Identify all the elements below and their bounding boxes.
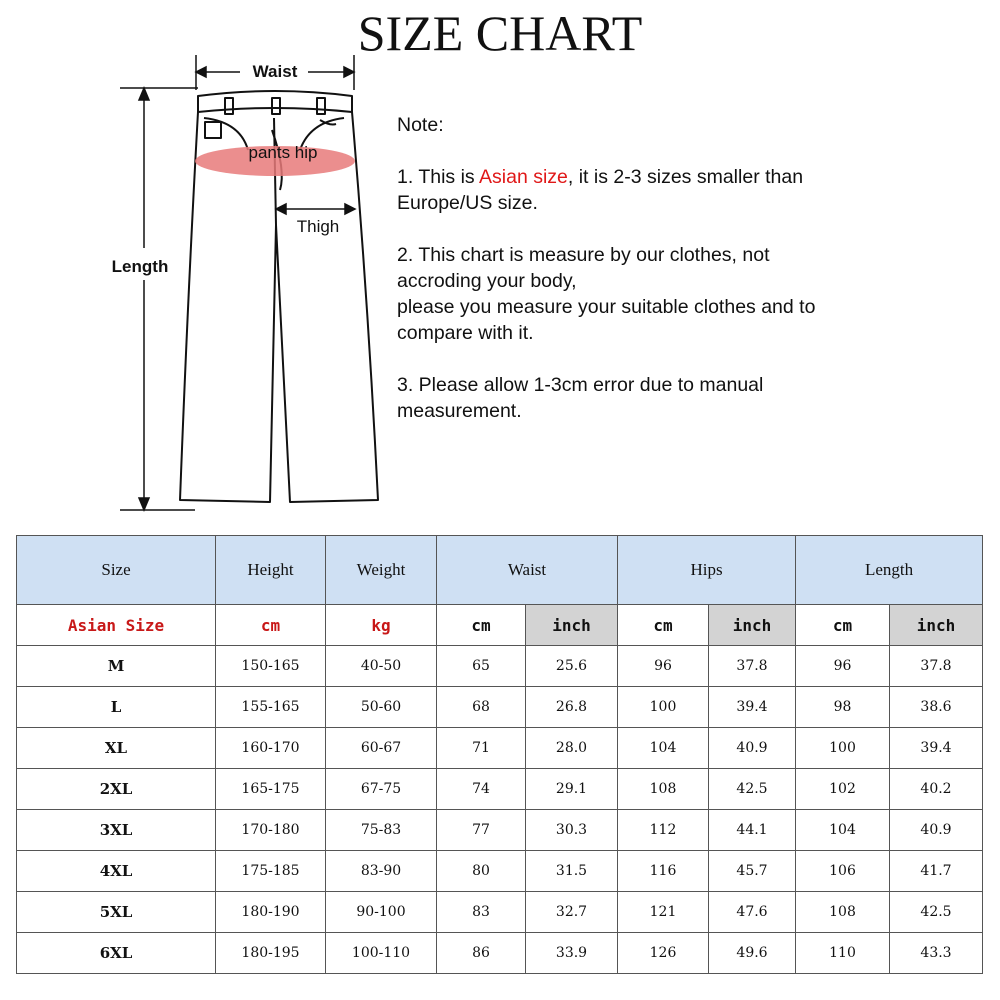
note-2-line2: accroding your body, (397, 270, 577, 292)
note-1 (397, 164, 957, 190)
waist-label: Waist (252, 62, 298, 81)
length-label: Length (111, 257, 169, 276)
cell-waist-cm: 74 (437, 769, 526, 810)
table-row (17, 810, 983, 851)
cell-hips-cm: 96 (618, 646, 709, 687)
cell-length-inch: 40.2 (890, 769, 983, 810)
note-2-line4: compare with it. (397, 322, 534, 344)
cell-height: 170-180 (216, 810, 326, 851)
cell-waist-inch: 29.1 (526, 769, 618, 810)
cell-length-cm: 106 (796, 851, 890, 892)
cell-hips-cm: 112 (618, 810, 709, 851)
cell-waist-cm: 65 (437, 646, 526, 687)
cell-height: 175-185 (216, 851, 326, 892)
cell-length-inch: 39.4 (890, 728, 983, 769)
cell-height: 180-195 (216, 933, 326, 974)
unit-height: cm (216, 605, 326, 646)
cell-waist-inch: 33.9 (526, 933, 618, 974)
cell-size: 6XL (17, 933, 216, 974)
cell-waist-inch: 25.6 (526, 646, 618, 687)
cell-height: 155-165 (216, 687, 326, 728)
cell-length-cm: 102 (796, 769, 890, 810)
notes-heading: Note: (397, 114, 444, 136)
cell-length-inch: 43.3 (890, 933, 983, 974)
size-table (16, 535, 983, 974)
length-arrow (120, 88, 198, 510)
header-length: Length (796, 536, 983, 605)
cell-waist-cm: 80 (437, 851, 526, 892)
cell-length-cm: 100 (796, 728, 890, 769)
cell-weight: 75-83 (326, 810, 437, 851)
header-waist: Waist (437, 536, 618, 605)
cell-hips-cm: 104 (618, 728, 709, 769)
cell-length-cm: 108 (796, 892, 890, 933)
table-row (17, 933, 983, 974)
note-2-line1: 2. This chart is measure by our clothes, not (397, 244, 770, 266)
cell-length-inch: 40.9 (890, 810, 983, 851)
table-row (17, 728, 983, 769)
unit-size: Asian Size (17, 605, 216, 646)
cell-waist-inch: 30.3 (526, 810, 618, 851)
cell-hips-inch: 40.9 (709, 728, 796, 769)
cell-waist-inch: 26.8 (526, 687, 618, 728)
unit-hips-inch: inch (709, 605, 796, 646)
cell-weight: 67-75 (326, 769, 437, 810)
cell-size: 4XL (17, 851, 216, 892)
size-rows (17, 646, 983, 974)
cell-weight: 60-67 (326, 728, 437, 769)
note-2-line3: please you measure your suitable clothes and to (397, 296, 816, 318)
note-1-post: , it is 2-3 sizes smaller than (567, 166, 804, 188)
table-row (17, 892, 983, 933)
unit-hips-cm: cm (618, 605, 709, 646)
table-row (17, 687, 983, 728)
hip-label: pants hip (248, 143, 318, 162)
header-size: Size (17, 536, 216, 605)
table-row (17, 646, 983, 687)
unit-length-inch: inch (890, 605, 983, 646)
thigh-label: Thigh (296, 217, 340, 236)
cell-size: L (17, 687, 216, 728)
cell-hips-cm: 126 (618, 933, 709, 974)
notes-block (397, 112, 957, 424)
unit-length-cm: cm (796, 605, 890, 646)
cell-weight: 90-100 (326, 892, 437, 933)
cell-hips-cm: 116 (618, 851, 709, 892)
unit-waist-cm: cm (437, 605, 526, 646)
table-row (17, 769, 983, 810)
cell-waist-inch: 31.5 (526, 851, 618, 892)
cell-length-inch: 41.7 (890, 851, 983, 892)
cell-waist-cm: 83 (437, 892, 526, 933)
cell-hips-cm: 121 (618, 892, 709, 933)
header-hips: Hips (618, 536, 796, 605)
cell-hips-inch: 47.6 (709, 892, 796, 933)
cell-hips-inch: 39.4 (709, 687, 796, 728)
note-3-line2: measurement. (397, 400, 522, 422)
cell-size: 3XL (17, 810, 216, 851)
cell-length-cm: 104 (796, 810, 890, 851)
header-height: Height (216, 536, 326, 605)
page-title: SIZE CHART (357, 5, 643, 61)
cell-weight: 50-60 (326, 687, 437, 728)
cell-waist-cm: 77 (437, 810, 526, 851)
note-3-line1: 3. Please allow 1-3cm error due to manual (397, 374, 764, 396)
cell-size: 5XL (17, 892, 216, 933)
cell-size: 2XL (17, 769, 216, 810)
table-header-row (17, 536, 983, 605)
cell-hips-inch: 42.5 (709, 769, 796, 810)
unit-weight: kg (326, 605, 437, 646)
cell-size: XL (17, 728, 216, 769)
cell-length-inch: 42.5 (890, 892, 983, 933)
cell-hips-cm: 108 (618, 769, 709, 810)
note-1-highlight: Asian size (479, 166, 568, 188)
cell-length-inch: 37.8 (890, 646, 983, 687)
thigh-arrow (276, 204, 355, 214)
cell-waist-inch: 32.7 (526, 892, 618, 933)
note-1-line2: Europe/US size. (397, 192, 538, 214)
cell-weight: 40-50 (326, 646, 437, 687)
cell-hips-inch: 44.1 (709, 810, 796, 851)
header-weight: Weight (326, 536, 437, 605)
unit-waist-inch: inch (526, 605, 618, 646)
cell-hips-inch: 49.6 (709, 933, 796, 974)
cell-height: 180-190 (216, 892, 326, 933)
cell-length-inch: 38.6 (890, 687, 983, 728)
cell-waist-cm: 71 (437, 728, 526, 769)
cell-waist-cm: 86 (437, 933, 526, 974)
cell-hips-inch: 37.8 (709, 646, 796, 687)
table-row (17, 851, 983, 892)
cell-height: 150-165 (216, 646, 326, 687)
cell-size: M (17, 646, 216, 687)
cell-length-cm: 110 (796, 933, 890, 974)
note-1-pre: 1. This is (397, 166, 480, 188)
table-units-row (17, 605, 983, 646)
pants-diagram (0, 0, 400, 520)
cell-length-cm: 98 (796, 687, 890, 728)
cell-hips-inch: 45.7 (709, 851, 796, 892)
cell-length-cm: 96 (796, 646, 890, 687)
cell-hips-cm: 100 (618, 687, 709, 728)
cell-waist-inch: 28.0 (526, 728, 618, 769)
cell-weight: 83-90 (326, 851, 437, 892)
cell-waist-cm: 68 (437, 687, 526, 728)
cell-weight: 100-110 (326, 933, 437, 974)
cell-height: 165-175 (216, 769, 326, 810)
cell-height: 160-170 (216, 728, 326, 769)
